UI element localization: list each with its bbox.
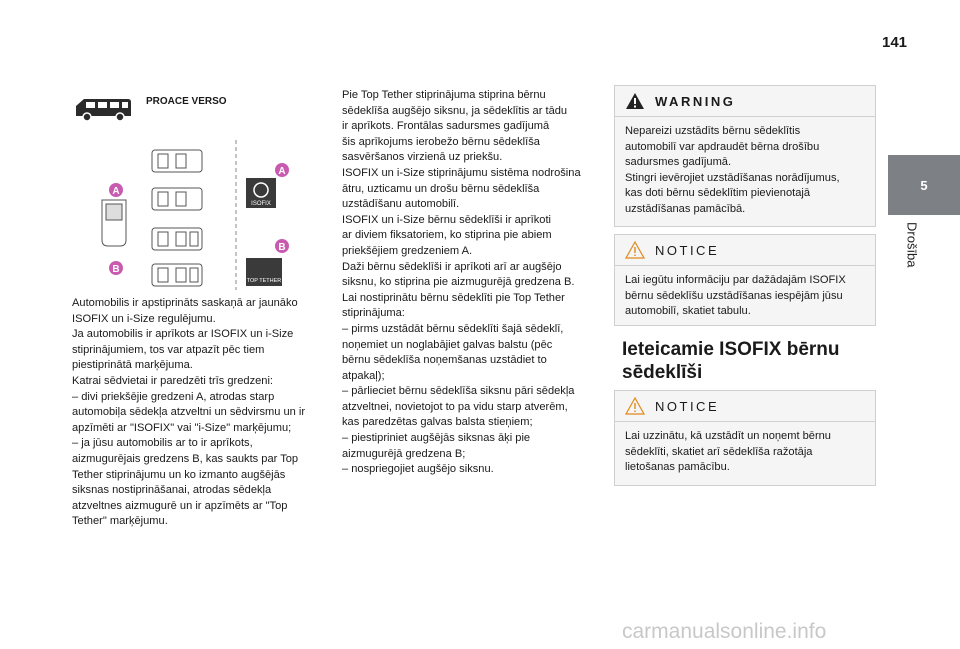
notice1-text: Lai iegūtu informāciju par dažādajām ISOFIX bērnu sēdeklīšu uzstādīšanas iespējām jūsu automobilī, skatiet tabulu. <box>625 274 846 318</box>
watermark: carmanualsonline.info <box>622 620 827 643</box>
notice1-header <box>615 235 875 266</box>
warning-icon <box>625 92 645 110</box>
marker-a-right: A <box>278 166 286 177</box>
page-number: 141 <box>882 34 908 51</box>
vehicle-label: PROACE VERSO <box>146 96 227 107</box>
warning-text: Nepareizi uzstādīts bērnu sēdeklītis automobilī var apdraudēt bērna drošību sadursmes gadījumā. Stingri ievērojiet uzstādīšanas norādījumus, kas doti bērnu sēdeklītim pievienotajā uzstādīšanas pamācībā. <box>625 125 840 215</box>
chapter-title: Drošība <box>904 222 920 268</box>
marker-b-right: B <box>278 242 286 253</box>
chapter-tab[interactable]: 5 <box>888 155 960 215</box>
top-tether-label: TOP TETHER <box>246 278 282 284</box>
warning-title: WARNING <box>655 93 736 109</box>
seat-layout <box>152 150 202 286</box>
notice-icon <box>625 397 645 415</box>
isofix-label: ISOFIX <box>251 201 271 207</box>
column1-text: Automobilis ir apstiprināts saskaņā ar jaunāko ISOFIX un i-Size regulējumu. Ja automobilis ir aprīkots ar ISOFIX un i-Size stiprinājumiem, tos var atpazīt pēc tiem piestiprinātā marķējuma. Katrai sēdvietai ir paredzēti trīs gredzeni: – divi priekšējie gredzeni A, atrodas starp automobiļa sēdekļa atzveltni un sēdvirsmu un ir apzīmēti ar "ISOFIX" vai "i-Size" marķējumu; – ja jūsu automobilis ar to ir aprīkots, aizmugurējais gredzens B, kas saukts par Top Tether stiprinājumu un ko izmanto augšējās siksnas nostiprināšanai, atrodas sēdekļa atzveltnes aizmugurē un ir apzīmēts ar "Top Tether" marķējumu. <box>72 297 306 528</box>
van-icon <box>72 96 134 124</box>
notice-box-1 <box>614 234 876 326</box>
notice2-text: Lai uzzinātu, kā uzstādīt un noņemt bērnu sēdeklīti, skatiet arī sēdeklīša ražotāja lietošanas pamācību. <box>625 430 831 474</box>
isofix-diagram <box>90 140 320 290</box>
column2-text: Pie Top Tether stiprinājuma stiprina bērnu sēdeklīša augšējo siksnu, ja sēdeklītis ar tādu ir aprīkots. Frontālas sadursmes gadījumā šis aprīkojums ierobežo bērnu sēdeklīša sasvēršanos virzienā uz priekšu. ISOFIX un i-Size stiprinājumu sistēma nodrošina ātru, uzticamu un drošu bērnu sēdeklīša uzstādīšanu automobilī. ISOFIX un i-Size bērnu sēdeklīši ir aprīkoti ar diviem fiksatoriem, ko stiprina pie abiem priekšējiem gredzeniem A. Daži bērnu sēdeklīši ir aprīkoti arī ar augšējo siksnu, ko stiprina pie aizmugurējā gredzena B. Lai nostiprinātu bērnu sēdeklīti pie Top Tether stiprinājuma: – pirms uzstādāt bērnu sēdeklīti šajā sēdeklī, noņemiet un noglabājiet galvas balstu (pēc bērnu sēdeklīša noņemšanas uzstādiet to atpakaļ); – pārlieciet bērnu sēdeklīša siksnu pāri sēdekļa atzveltnei, novietojot to pa vidu starp atverēm, kas paredzētas galvas balsta stieņiem; – piestipriniet augšējās siksnas āķi pie aizmugurējā gredzena B; – nospriegojiet augšējo siksnu. <box>342 89 581 476</box>
notice-icon <box>625 241 645 259</box>
seat-side-icon <box>102 200 126 246</box>
notice2-header <box>615 391 875 422</box>
notice1-title: NOTICE <box>655 242 720 258</box>
notice-box-2 <box>614 390 876 486</box>
marker-a: A <box>112 186 120 197</box>
warning-header <box>615 86 875 117</box>
warning-box <box>614 85 876 227</box>
marker-b: B <box>112 264 120 275</box>
notice2-title: NOTICE <box>655 398 720 414</box>
section-title: Ieteicamie ISOFIX bērnu sēdeklīši <box>622 339 840 383</box>
